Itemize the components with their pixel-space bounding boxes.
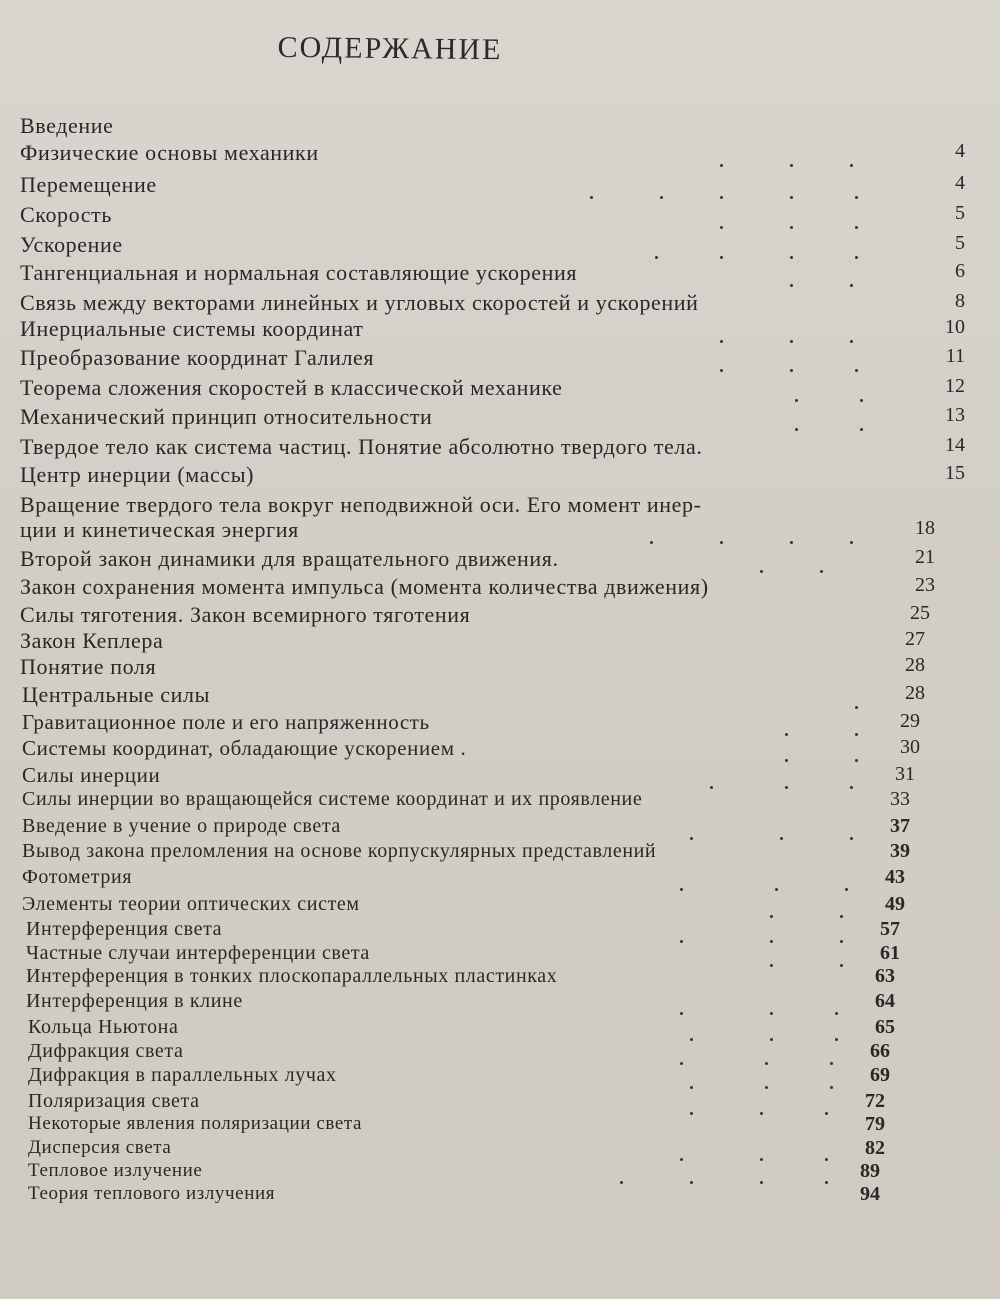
toc-entry-label: Элементы теории оптических систем xyxy=(22,893,360,915)
toc-entry-page: 64 xyxy=(875,990,895,1012)
toc-entry-label: Теорема сложения скоростей в классической механике xyxy=(20,375,563,400)
leader-dot xyxy=(845,888,848,891)
toc-entry-label: Связь между векторами линейных и угловых скоростей и ускорений xyxy=(20,290,699,315)
toc-entry-page: 43 xyxy=(885,866,905,888)
toc-entry xyxy=(20,546,1000,572)
toc-entry xyxy=(20,345,1000,371)
leader-dot xyxy=(850,340,853,343)
toc-entry-page: 21 xyxy=(915,546,935,568)
toc-entry-page: 57 xyxy=(880,918,900,940)
toc-entry-label: Фотометрия xyxy=(22,866,133,888)
toc-entry-label: Преобразование координат Галилея xyxy=(20,345,375,370)
toc-entry-page: 31 xyxy=(895,763,915,785)
leader-dot xyxy=(690,1086,693,1089)
toc-entry xyxy=(20,316,1000,342)
toc-entry xyxy=(20,113,1000,139)
leader-dot xyxy=(850,164,853,167)
toc-entry-page: 4 xyxy=(955,172,965,194)
leader-dot xyxy=(790,226,793,229)
toc-entry-label: Интерференция света xyxy=(26,918,223,940)
toc-entry xyxy=(20,602,1000,628)
toc-entry xyxy=(20,290,1000,316)
toc-entry-page: 66 xyxy=(870,1040,890,1062)
toc-entry-label: Силы тяготения. Закон всемирного тяготения xyxy=(20,602,471,627)
toc-entry-page: 63 xyxy=(875,965,895,987)
toc-entry-page: 33 xyxy=(890,788,910,810)
leader-dot xyxy=(830,1086,833,1089)
leader-dot xyxy=(720,196,723,199)
toc-entry xyxy=(20,172,1000,198)
toc-entry xyxy=(28,1040,1000,1066)
toc-entry xyxy=(22,710,1000,736)
toc-entry-label: Поляризация света xyxy=(28,1090,200,1112)
leader-dot xyxy=(720,369,723,372)
leader-dot xyxy=(775,888,778,891)
toc-entry xyxy=(22,840,1000,866)
toc-entry-label: Введение в учение о природе света xyxy=(22,815,341,837)
page-title: СОДЕРЖАНИЕ xyxy=(277,30,503,67)
toc-entry-label: Перемещение xyxy=(20,172,157,197)
toc-entry-label: Введение xyxy=(20,113,114,138)
leader-dot xyxy=(660,196,663,199)
toc-entry-label: Центр инерции (массы) xyxy=(20,462,255,487)
leader-dot xyxy=(855,759,858,762)
toc-entry xyxy=(20,628,1000,654)
toc-entry-page: 65 xyxy=(875,1016,895,1038)
leader-dot xyxy=(720,340,723,343)
leader-dot xyxy=(720,256,723,259)
leader-dot xyxy=(855,706,858,709)
toc-entry-label: Некоторые явления поляризации света xyxy=(28,1113,363,1134)
toc-entry xyxy=(20,654,1000,680)
toc-entry-page: 29 xyxy=(900,710,920,732)
toc-entry-page: 82 xyxy=(865,1137,885,1159)
leader-dot xyxy=(855,196,858,199)
toc-entry-page: 49 xyxy=(885,893,905,915)
toc-entry-page: 25 xyxy=(910,602,930,624)
leader-dot xyxy=(795,399,798,402)
toc-entry-label: Центральные силы xyxy=(22,682,210,707)
toc-entry-label: Частные случаи интерференции света xyxy=(26,942,370,964)
toc-entry-page: 5 xyxy=(955,202,965,224)
leader-dot xyxy=(720,164,723,167)
toc-entry xyxy=(20,260,1000,286)
toc-entry xyxy=(26,965,1000,991)
leader-dot xyxy=(720,226,723,229)
toc-entry-label: Дисперсия света xyxy=(28,1137,172,1158)
toc-entry xyxy=(28,1064,1000,1090)
leader-dot xyxy=(790,369,793,372)
leader-dot xyxy=(855,256,858,259)
leader-dot xyxy=(760,570,763,573)
toc-entry-page: 8 xyxy=(955,290,965,312)
toc-entry xyxy=(28,1183,1000,1209)
toc-entry xyxy=(28,1016,1000,1042)
leader-dot xyxy=(765,1086,768,1089)
toc-entry-label: Скорость xyxy=(20,202,113,227)
toc-entry-label: Кольца Ньютона xyxy=(28,1016,179,1038)
toc-entry-label: Гравитационное поле и его напряженность xyxy=(22,710,430,734)
leader-dot xyxy=(860,428,863,431)
leader-dot xyxy=(790,164,793,167)
toc-entry-page: 39 xyxy=(890,840,910,862)
toc-entry xyxy=(20,517,1000,543)
leader-dot xyxy=(850,284,853,287)
toc-entry-label: Тангенциальная и нормальная составляющие ускорения xyxy=(20,260,578,285)
toc-entry xyxy=(20,202,1000,228)
leader-dot xyxy=(655,256,658,259)
leader-dot xyxy=(770,1012,773,1015)
toc-entry-page: 37 xyxy=(890,815,910,837)
toc-entry xyxy=(20,232,1000,258)
toc-entry-label: Вывод закона преломления на основе корпускулярных представлений xyxy=(22,840,657,862)
leader-dot xyxy=(590,196,593,199)
toc-entry-label: Ускорение xyxy=(20,232,123,257)
toc-entry-label: Понятие поля xyxy=(20,654,157,679)
toc-entry-label: Закон сохранения момента импульса (момента количества движения) xyxy=(20,574,709,599)
toc-entry xyxy=(20,492,1000,518)
toc-entry-page: 4 xyxy=(955,140,965,162)
leader-dot xyxy=(790,340,793,343)
toc-entry-page: 61 xyxy=(880,942,900,964)
toc-entry-page: 89 xyxy=(860,1160,880,1182)
toc-entry-label: Тепловое излучение xyxy=(28,1160,203,1181)
leader-dot xyxy=(680,888,683,891)
leader-dot xyxy=(790,196,793,199)
toc-entry xyxy=(22,788,1000,814)
toc-entry-page: 72 xyxy=(865,1090,885,1112)
toc-entry-label: ции и кинетическая энергия xyxy=(20,517,299,542)
leader-dot xyxy=(855,369,858,372)
toc-entry-page: 5 xyxy=(955,232,965,254)
toc-entry-page: 69 xyxy=(870,1064,890,1086)
leader-dot xyxy=(820,570,823,573)
toc-entry-label: Системы координат, обладающие ускорением . xyxy=(22,736,467,760)
leader-dot xyxy=(785,759,788,762)
leader-dot xyxy=(795,428,798,431)
toc-entry-page: 11 xyxy=(945,345,965,367)
toc-entry-page: 28 xyxy=(905,682,925,704)
toc-entry-label: Механический принцип относительности xyxy=(20,404,433,429)
leader-dot xyxy=(860,399,863,402)
toc-entry xyxy=(22,866,1000,892)
toc-entry-page: 14 xyxy=(945,434,965,456)
toc-entry-page: 18 xyxy=(915,517,935,539)
toc-entry xyxy=(22,682,1000,708)
toc-entry xyxy=(20,404,1000,430)
toc-entry-page: 15 xyxy=(945,462,965,484)
toc-entry xyxy=(22,815,1000,841)
leader-dot xyxy=(650,541,653,544)
toc-entry-page: 79 xyxy=(865,1113,885,1135)
toc-entry-label: Инерциальные системы координат xyxy=(20,316,364,341)
toc-entry xyxy=(22,763,1000,789)
toc-entry-label: Второй закон динамики для вращательного движения. xyxy=(20,546,559,571)
toc-entry xyxy=(26,918,1000,944)
leader-dot xyxy=(850,541,853,544)
toc-entry-label: Дифракция в параллельных лучах xyxy=(28,1064,337,1086)
leader-dot xyxy=(720,541,723,544)
leader-dot xyxy=(790,256,793,259)
toc-entry xyxy=(20,574,1000,600)
leader-dot xyxy=(855,226,858,229)
toc-entry-page: 12 xyxy=(945,375,965,397)
toc-entry-label: Теория теплового излучения xyxy=(28,1183,276,1204)
toc-entry-page: 28 xyxy=(905,654,925,676)
toc-entry-page: 94 xyxy=(860,1183,880,1205)
toc-entry-label: Физические основы механики xyxy=(20,140,319,165)
toc-entry-label: Интерференция в тонких плоскопараллельных пластинках xyxy=(26,965,558,987)
toc-entry-label: Дифракция света xyxy=(28,1040,184,1062)
toc-entry xyxy=(20,462,1000,488)
toc-entry xyxy=(20,140,1000,166)
leader-dot xyxy=(790,541,793,544)
toc-entry-page: 13 xyxy=(945,404,965,426)
toc-entry-label: Твердое тело как система частиц. Понятие абсолютно твердого тела. xyxy=(20,434,703,459)
toc-entry xyxy=(20,434,1000,460)
toc-entry-page: 10 xyxy=(945,316,965,338)
toc-entry-page: 30 xyxy=(900,736,920,758)
leader-dot xyxy=(790,284,793,287)
toc-entry-label: Закон Кеплера xyxy=(20,628,164,653)
toc-entry xyxy=(26,990,1000,1016)
toc-entry-page: 23 xyxy=(915,574,935,596)
toc-entry xyxy=(28,1113,1000,1139)
toc-entry-label: Вращение твердого тела вокруг неподвижной оси. Его момент инер- xyxy=(20,492,702,517)
leader-dot xyxy=(835,1012,838,1015)
toc-entry-page: 27 xyxy=(905,628,925,650)
toc-entry-label: Силы инерции во вращающейся системе координат и их проявление xyxy=(22,788,643,810)
leader-dot xyxy=(680,1012,683,1015)
toc-entry-label: Интерференция в клине xyxy=(26,990,243,1012)
toc-entry xyxy=(22,893,1000,919)
toc-entry-label: Силы инерции xyxy=(22,763,161,787)
toc-entry xyxy=(20,375,1000,401)
toc-entry-page: 6 xyxy=(955,260,965,282)
toc-entry xyxy=(22,736,1000,762)
